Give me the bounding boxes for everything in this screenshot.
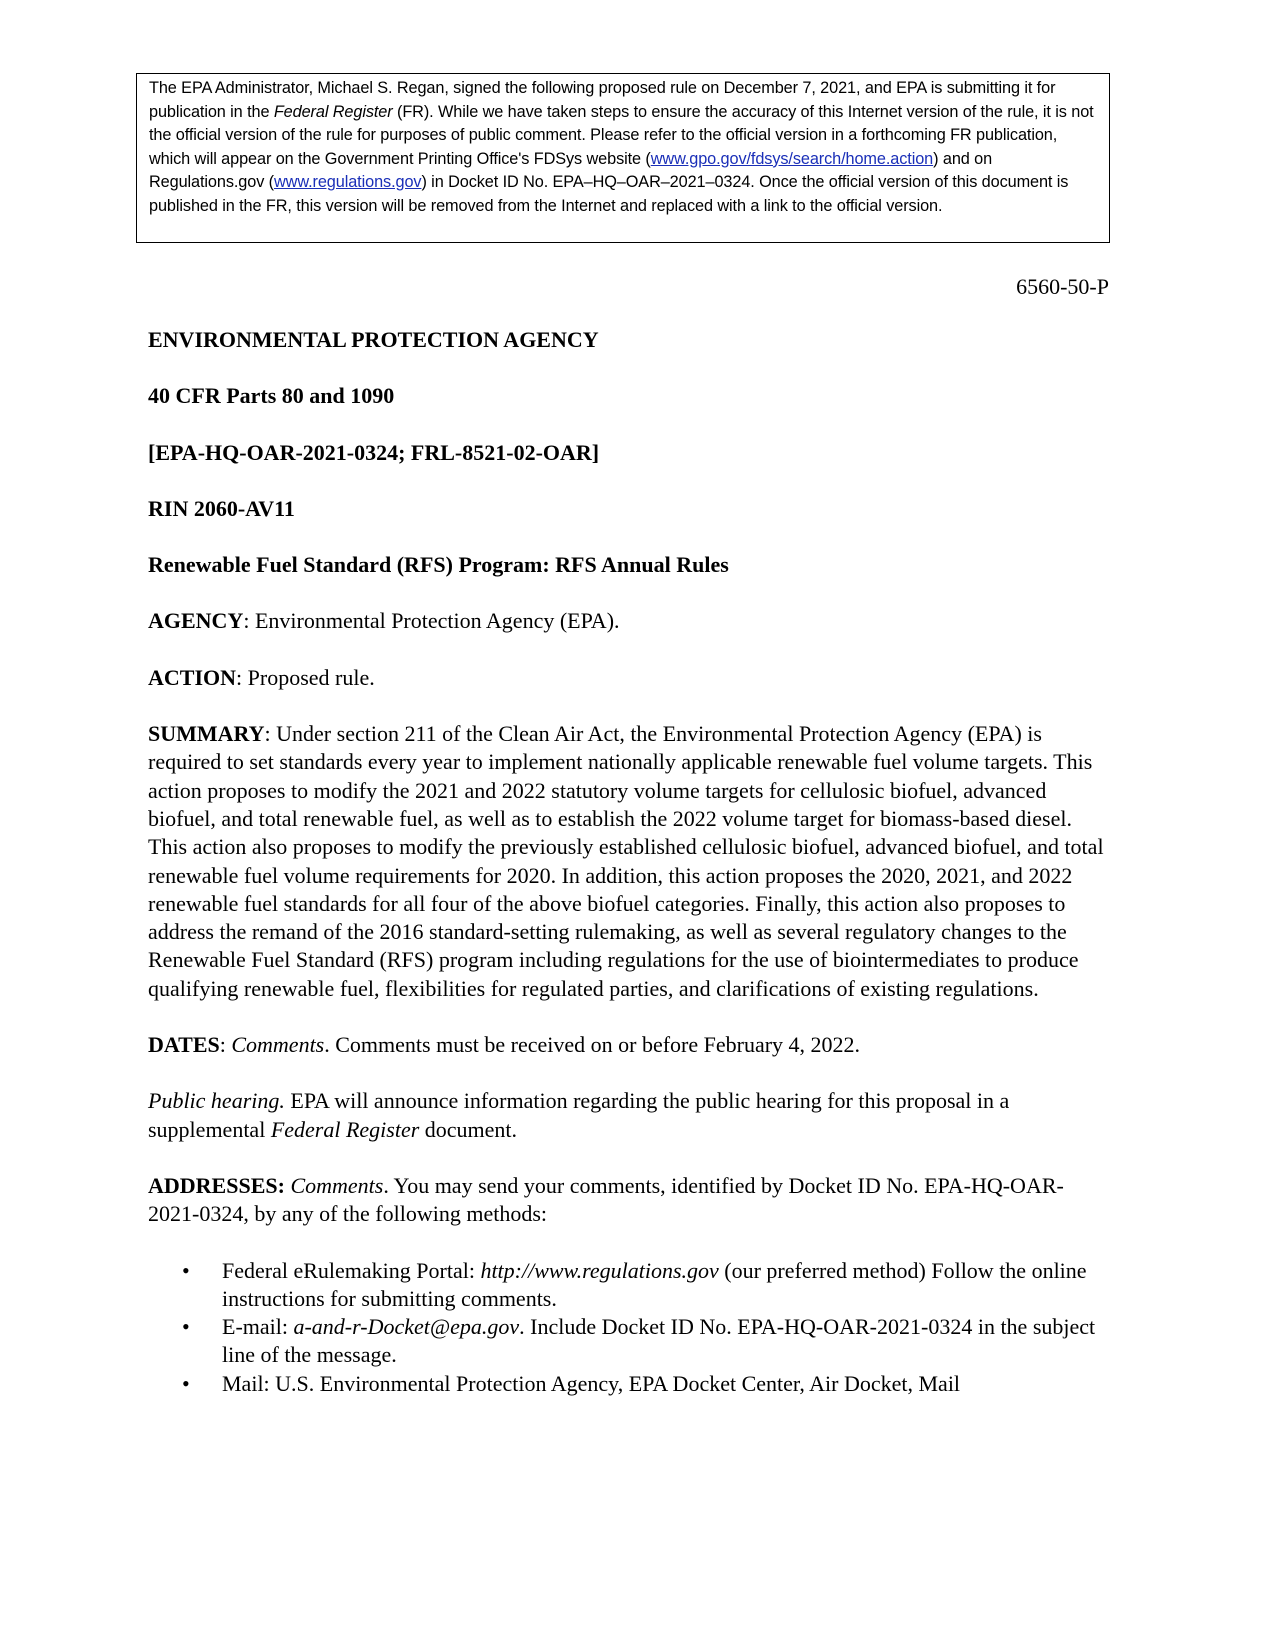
hearing-text: EPA will announce information regarding the public hearing for this proposal in a supplemental [148, 1088, 1010, 1142]
notice-text-2: (FR). While we have taken steps to ensure the accuracy of this Internet version of the rule, it is not the official version of the rule for purposes of public comment. Please refer to the official version in a forthcoming FR publication, which will appear on the Government Printing Office's FDSys website ( [149, 102, 1094, 168]
cfr-heading: 40 CFR Parts 80 and 1090 [148, 383, 395, 409]
method-text: Mail: U.S. Environmental Protection Agency, EPA Docket Center, Air Docket, Mail [222, 1370, 961, 1396]
dates-text: . Comments must be received on or before February 4, 2022. [324, 1032, 861, 1058]
list-item [182, 1257, 1108, 1314]
notice-text-4: ) in Docket ID No. EPA–HQ–OAR–2021–0324. Once the official version of this document is published in the FR, this version will be removed from the Internet and replaced with a link to the official version. [149, 173, 1069, 215]
agency-heading: ENVIRONMENTAL PROTECTION AGENCY [148, 327, 599, 352]
addresses-text: . You may send your comments, identified by Docket ID No. EPA-HQ-OAR-2021-0324, by any of the following methods: [148, 1172, 1064, 1227]
rule-title: Renewable Fuel Standard (RFS) Program: RFS Annual Rules [148, 552, 729, 578]
gpo-link[interactable]: www.gpo.gov/fdsys/search/home.action [650, 149, 934, 168]
submission-methods-list [148, 1257, 1108, 1398]
dates-paragraph [148, 1031, 1108, 1059]
agency-label: AGENCY [148, 608, 244, 634]
hearing-fr: Federal Register [270, 1116, 420, 1142]
addresses-paragraph [148, 1172, 1108, 1229]
agency-text: : Environmental Protection Agency (EPA). [243, 608, 620, 634]
method-text: . Include Docket ID No. EPA-HQ-OAR-2021-0324 in the subject line of the message. [222, 1314, 1096, 1368]
hearing-end: document. [419, 1116, 518, 1142]
action-paragraph [148, 664, 1108, 692]
list-item [182, 1370, 1108, 1398]
notice-fr-title: Federal Register [273, 102, 393, 121]
summary-paragraph [148, 720, 1108, 1003]
document-code: 6560-50-P [1016, 274, 1109, 299]
method-text: (our preferred method) Follow the online instructions for submitting comments. [222, 1257, 1087, 1311]
dates-label: DATES [148, 1032, 220, 1058]
summary-label: SUMMARY [148, 721, 265, 747]
bullet-icon: • [182, 1314, 190, 1340]
method-link[interactable]: http://www.regulations.gov [480, 1257, 719, 1283]
hearing-paragraph [148, 1087, 1108, 1144]
method-text: E-mail: [222, 1314, 294, 1340]
dates-sep: : [219, 1032, 232, 1058]
addresses-label: ADDRESSES: [148, 1172, 285, 1198]
bullet-icon: • [182, 1257, 190, 1283]
action-text: : Proposed rule. [236, 664, 375, 690]
list-item [182, 1313, 1108, 1370]
dates-comments-label: Comments [231, 1032, 325, 1058]
regulations-link[interactable]: www.regulations.gov [274, 173, 422, 191]
docket-heading: [EPA-HQ-OAR-2021-0324; FRL-8521-02-OAR] [148, 439, 600, 465]
method-text: Federal eRulemaking Portal: [222, 1257, 481, 1283]
hearing-label: Public hearing. [148, 1088, 285, 1114]
publication-notice-box [136, 73, 1110, 243]
rin-heading: RIN 2060-AV11 [148, 495, 295, 521]
action-label: ACTION [148, 664, 237, 690]
summary-text: : Under section 211 of the Clean Air Act, the Environmental Protection Agency (EPA) is required to set standards every year to implement nationally applicable renewable fuel volume targets. This action proposes to modify the 2021 and 2022 statutory volume targets for cellulosic biofuel, advanced biofuel, and total renewable fuel, as well as to establish the 2022 volume target for biomass-based diesel. This action also proposes to modify the previously established cellulosic biofuel, advanced biofuel, and total renewable fuel volume requirements for 2020. In addition, this action proposes the 2020, 2021, and 2022 renewable fuel standards for all four of the above biofuel categories. Finally, this action also proposes to address the remand of the 2016 standard-setting rulemaking, as well as several regulatory changes to the Renewable Fuel Standard (RFS) program including regulations for the use of biointermediates to produce qualifying renewable fuel, flexibilities for regulated parties, and clarifications of existing regulations. [148, 721, 1104, 1001]
document-body [148, 326, 1108, 1398]
notice-text-1: The EPA Administrator, Michael S. Regan, signed the following proposed rule on December 7, 2021, and EPA is submitting it for publication in the [149, 79, 1056, 121]
method-email[interactable]: a-and-r-Docket@epa.gov [293, 1314, 520, 1340]
agency-paragraph [148, 607, 1108, 635]
bullet-icon: • [182, 1370, 190, 1396]
addresses-comments-label: Comments [290, 1172, 384, 1198]
notice-text-3: ) and on Regulations.gov ( [149, 149, 993, 191]
